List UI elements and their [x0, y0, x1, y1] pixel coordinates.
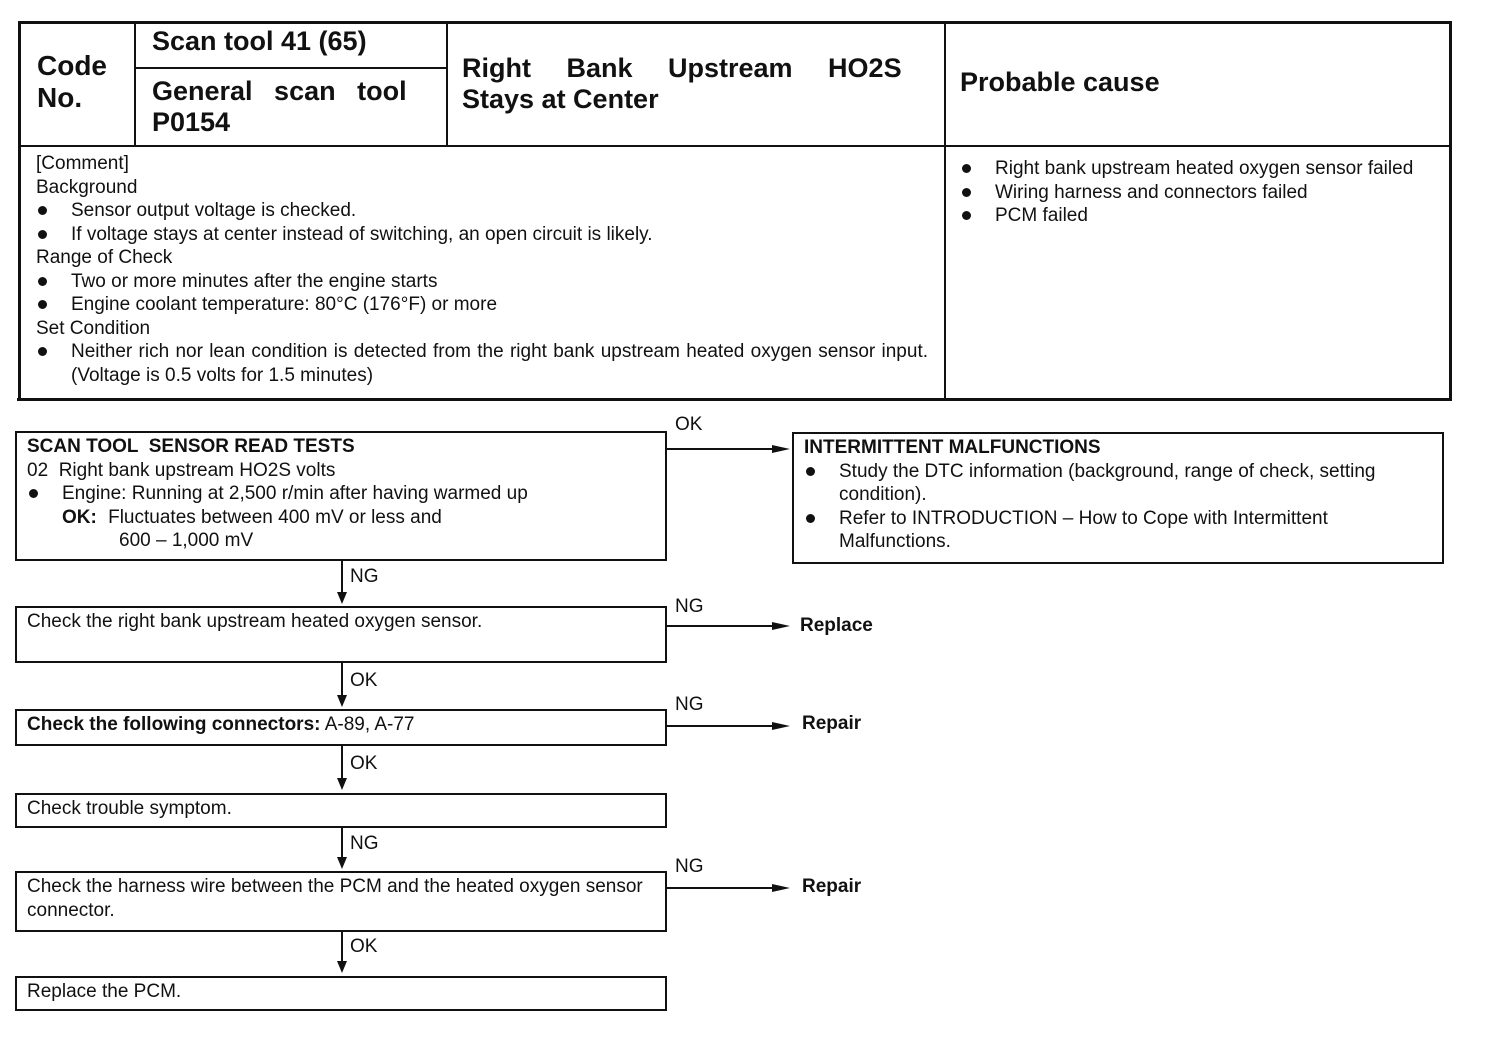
probable-cause-heading: Probable cause — [960, 67, 1160, 97]
bullet-icon — [962, 188, 971, 197]
intermittent-malfunctions-box — [792, 432, 1444, 564]
connector-line — [667, 448, 775, 450]
arrow-down-icon — [337, 695, 347, 707]
table-border-bottom — [17, 398, 1452, 401]
bullet-icon — [38, 230, 47, 239]
comment-heading: [Comment] — [36, 153, 129, 174]
connector-line — [341, 828, 343, 858]
bullet-icon — [38, 277, 47, 286]
connector-ids: A-89, A-77 — [320, 714, 415, 735]
ng-label: NG — [350, 833, 379, 854]
bullet-icon — [962, 164, 971, 173]
probable-cause-item: PCM failed — [960, 204, 1432, 228]
intermittent-item: Study the DTC information (background, range of check, setting condition). — [804, 460, 1432, 507]
connector-line — [341, 932, 343, 962]
table-col-divider-1 — [134, 21, 136, 146]
set-condition-label: Set Condition — [36, 317, 151, 339]
arrow-right-icon — [772, 622, 790, 630]
comment-section — [36, 152, 928, 387]
bullet-icon — [38, 347, 47, 356]
arrow-right-icon — [772, 884, 790, 892]
ok-label: OK — [350, 753, 378, 774]
bullet-icon — [38, 300, 47, 309]
scan-tool-test-condition: Engine: Running at 2,500 r/min after having warmed up — [27, 482, 655, 506]
check-connectors-box — [15, 709, 667, 746]
check-connectors-label: Check the following connectors: — [27, 714, 321, 735]
scan-tool-test-title: SCAN TOOL SENSOR READ TESTS — [27, 436, 355, 457]
repair-result: Repair — [802, 876, 862, 897]
dtc-title: Right Bank Upstream HO2S Stays at Center — [462, 53, 902, 114]
arrow-down-icon — [337, 857, 347, 869]
general-scan-tool-code: General scan tool P0154 — [152, 76, 407, 137]
check-harness-text: Check the harness wire between the PCM and the heated oxygen sensor connector. — [27, 876, 643, 921]
connector-line — [341, 746, 343, 779]
bullet-icon — [38, 206, 47, 215]
arrow-right-icon — [772, 445, 790, 453]
table-scan-tool-divider — [134, 67, 447, 69]
replace-pcm-box — [15, 976, 667, 1011]
table-header-divider — [18, 145, 1452, 147]
range-item: Two or more minutes after the engine starts — [36, 270, 928, 294]
connector-line — [667, 887, 775, 889]
arrow-right-icon — [772, 722, 790, 730]
set-condition-item: Neither rich nor lean condition is detected from the right bank upstream heated oxygen sensor input. (Voltage is 0.5 volts for 1.5 minutes) — [36, 340, 928, 387]
replace-result: Replace — [800, 615, 873, 636]
table-col-divider-2 — [446, 21, 448, 146]
table-border-left — [18, 21, 21, 401]
replace-pcm-text: Replace the PCM. — [27, 981, 182, 1002]
intermittent-malfunctions-title: INTERMITTENT MALFUNCTIONS — [804, 437, 1101, 458]
ng-label: NG — [350, 566, 379, 587]
connector-line — [341, 663, 343, 696]
connector-line — [341, 561, 343, 593]
scan-tool-test-box — [15, 431, 667, 561]
ok-label: OK — [675, 414, 703, 435]
table-border-top — [18, 21, 1452, 24]
scan-tool-test-item: 02 Right bank upstream HO2S volts — [27, 459, 336, 481]
check-sensor-text: Check the right bank upstream heated oxygen sensor. — [27, 611, 483, 632]
bullet-icon — [962, 211, 971, 220]
ng-label: NG — [675, 694, 704, 715]
probable-cause-item: Right bank upstream heated oxygen sensor failed — [960, 157, 1432, 181]
repair-result: Repair — [802, 713, 862, 734]
intermittent-item: Refer to INTRODUCTION – How to Cope with Intermittent Malfunctions. — [804, 507, 1432, 554]
arrow-down-icon — [337, 592, 347, 604]
connector-line — [667, 725, 775, 727]
code-no-label: Code No. — [37, 50, 107, 113]
background-item: If voltage stays at center instead of switching, an open circuit is likely. — [36, 223, 928, 247]
range-label: Range of Check — [36, 247, 173, 268]
bullet-icon — [806, 467, 815, 476]
probable-cause-item: Wiring harness and connectors failed — [960, 181, 1432, 205]
bullet-icon — [806, 514, 815, 523]
check-trouble-symptom-text: Check trouble symptom. — [27, 798, 232, 819]
check-trouble-symptom-box — [15, 793, 667, 828]
scan-tool-test-ok-range: 600 – 1,000 mV — [119, 530, 254, 551]
connector-line — [667, 625, 775, 627]
ng-label: NG — [675, 856, 704, 877]
bullet-icon — [29, 489, 38, 498]
check-harness-box — [15, 871, 667, 932]
check-sensor-box — [15, 606, 667, 663]
ng-label: NG — [675, 596, 704, 617]
arrow-down-icon — [337, 961, 347, 973]
range-item: Engine coolant temperature: 80°C (176°F) or more — [36, 293, 928, 317]
table-col-divider-3 — [944, 21, 946, 401]
arrow-down-icon — [337, 778, 347, 790]
background-label: Background — [36, 176, 138, 198]
background-item: Sensor output voltage is checked. — [36, 199, 928, 223]
probable-cause-list — [960, 157, 1432, 228]
scan-tool-test-ok-criteria: OK: Fluctuates between 400 mV or less and — [62, 506, 442, 528]
ok-label: OK — [350, 670, 378, 691]
scan-tool-code: Scan tool 41 (65) — [152, 26, 367, 56]
table-border-right — [1449, 21, 1452, 401]
ok-label: OK — [350, 936, 378, 957]
